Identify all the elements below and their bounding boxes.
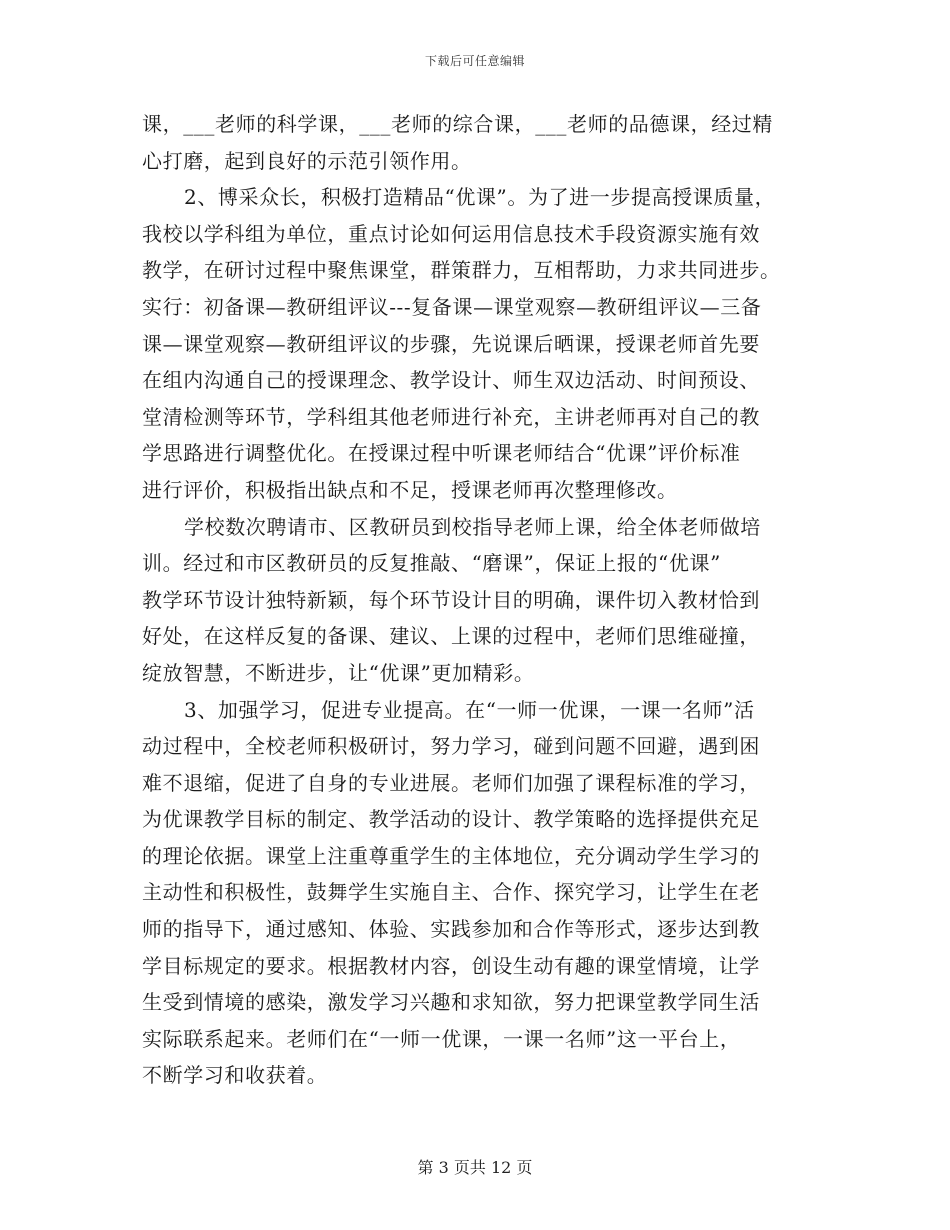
body-line: 教学，在研讨过程中聚焦课堂，群策群力，互相帮助，力求共同进步。 <box>142 258 781 283</box>
body-line: 心打磨，起到良好的示范引领作用。 <box>142 148 472 173</box>
body-line: 实际联系起来。老师们在“一师一优课，一课一名师”这一平台上， <box>142 1026 741 1051</box>
body-line: 不断学习和收获着。 <box>142 1063 328 1088</box>
body-line: 为优课教学目标的制定、教学活动的设计、教学策略的选择提供充足 <box>142 807 760 832</box>
body-line: 训。经过和市区教研员的反复推敲、“磨课”，保证上报的“优课” <box>142 551 721 576</box>
body-line: 难不退缩，促进了自身的专业进展。老师们加强了课程标准的学习， <box>142 770 760 795</box>
body-line: 学思路进行调整优化。在授课过程中听课老师结合“优课”评价标准 <box>142 441 741 466</box>
paragraph-start-line: 2、博采众长，积极打造精品“优课”。为了进一步提高授课质量， <box>184 185 776 210</box>
body-line: 我校以学科组为单位，重点讨论如何运用信息技术手段资源实施有效 <box>142 221 760 246</box>
paragraph-start-line: 3、加强学习，促进专业提高。在“一师一优课，一课一名师”活 <box>184 697 755 722</box>
body-line: 堂清检测等环节，学科组其他老师进行补充，主讲老师再对自己的教 <box>142 404 760 429</box>
body-line: 实行：初备课—教研组评议---复备课—课堂观察—教研组评议—三备 <box>142 294 762 319</box>
body-line: 动过程中，全校老师积极研讨，努力学习，碰到问题不回避，遇到困 <box>142 734 760 759</box>
page-header-note: 下载后可任意编辑 <box>424 54 525 68</box>
document-body <box>142 106 832 1094</box>
body-line: 在组内沟通自己的授课理念、教学设计、师生双边活动、时间预设、 <box>142 368 760 393</box>
body-line: 课，___老师的科学课，___老师的综合课，___老师的品德课，经过精 <box>142 112 773 136</box>
body-line: 主动性和积极性，鼓舞学生实施自主、合作、探究学习，让学生在老 <box>142 880 760 905</box>
page-number-footer: 第 3 页共 12 页 <box>417 1158 533 1177</box>
body-line: 绽放智慧，不断进步，让“优课”更加精彩。 <box>142 660 535 685</box>
body-line: 的理论依据。课堂上注重尊重学生的主体地位，充分调动学生学习的 <box>142 843 760 868</box>
body-line: 学目标规定的要求。根据教材内容，创设生动有趣的课堂情境，让学 <box>142 953 760 978</box>
body-line: 好处，在这样反复的备课、建议、上课的过程中，老师们思维碰撞， <box>142 624 760 649</box>
body-line: 师的指导下，通过感知、体验、实践参加和合作等形式，逐步达到教 <box>142 917 760 942</box>
body-line: 进行评价，积极指出缺点和不足，授课老师再次整理修改。 <box>142 477 678 502</box>
body-line: 生受到情境的感染，激发学习兴趣和求知欲，努力把课堂教学同生活 <box>142 990 760 1015</box>
paragraph-start-line: 学校数次聘请市、区教研员到校指导老师上课，给全体老师做培 <box>184 514 761 539</box>
body-line: 课—课堂观察—教研组评议的步骤，先说课后晒课，授课老师首先要 <box>142 331 760 356</box>
body-line: 教学环节设计独特新颖，每个环节设计目的明确，课件切入教材恰到 <box>142 587 760 612</box>
